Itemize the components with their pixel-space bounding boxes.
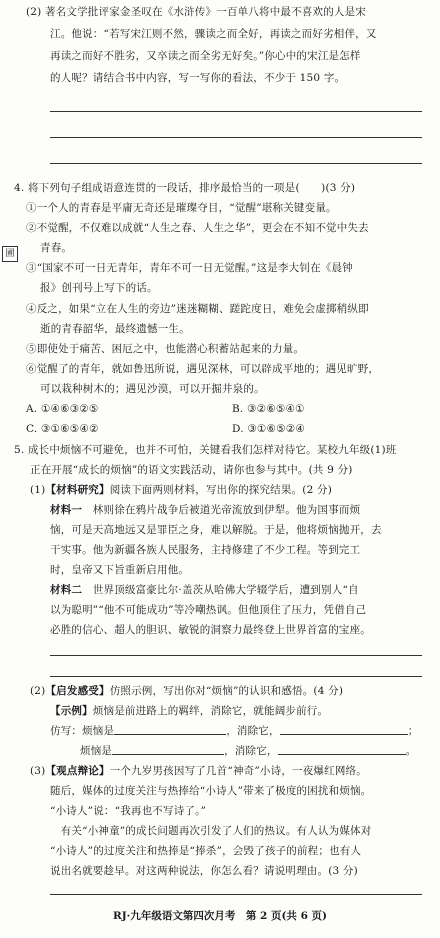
q5-p3-line-6: 说出名就要趁早。对这两种说法，你怎么看？请说明理由。(3 分)	[50, 865, 358, 877]
q5-material-1-line-2: 恼，可是天高地远又是罪臣之身，难以解脱。于是，他将烦恼抛开，去	[50, 524, 382, 536]
q2-line-2: 江。他说：“若写宋江则不然，骤读之而全好，再读之而好劣相伴，又	[50, 28, 377, 40]
q5-p2-example	[50, 704, 328, 718]
q5-p2-example-tag: 【示例】	[50, 705, 93, 717]
binding-mark-icon: 圃	[2, 246, 18, 262]
q5-p1-heading	[30, 483, 332, 497]
q2-line-3: 再读之而好不胜劣，又卒读之而全劣无好矣。”你心中的宋江是怎样	[50, 50, 361, 62]
q5-p3-line-1	[30, 764, 367, 778]
q5-p3-line-3: “小诗人”说：“我再也不写诗了。”	[50, 805, 207, 817]
q5-p3-line-2: 随后，媒体的过度关注与热捧给“小诗人”带来了极度的困扰和烦恼。	[50, 785, 372, 797]
q5-material-1-line-4: 时，皇帝又下旨重新启用他。	[50, 564, 190, 576]
q5-p2-example-text: 烦恼是前进路上的羁绊，消除它，就能阔步前行。	[92, 705, 329, 717]
q5-material-2-line-3: 必胜的信心、超人的胆识、敏锐的洞察力最终登上世界首富的宝座。	[50, 624, 371, 636]
q5-material-2-text-1: 世界顶级富豪比尔·盖茨从哈佛大学辍学后，遭到别人“自	[82, 584, 359, 596]
q5-material-2-line-1	[50, 583, 359, 597]
q5-p2-imit1-blank-1[interactable]	[114, 724, 226, 735]
q4-item-6-cont: 可以栽种树木的；遇见沙漠，可以开掘井泉的。	[40, 383, 265, 395]
q5-p2-rest: 仿照示例，写出你对“烦恼”的认识和感悟。(4 分)	[109, 685, 344, 697]
q5-p2-imit1-mid: ，消除它，	[226, 725, 280, 737]
q5-material-1-text-1: 林则徐在鸦片战争后被道光帝流放到伊犁。他为国事而烦	[82, 504, 361, 516]
q5-material-2-label: 材料二	[50, 584, 83, 596]
q5-material-1-label: 材料一	[50, 504, 83, 516]
q5-p2-imitation-2	[50, 744, 416, 758]
q5-p3-line-4: 有关“小神童”的成长问题再次引发了人们的热议。有人认为媒体对	[50, 825, 372, 837]
q4-item-5: ⑤即使处于痛苦、困厄之中，也能潜心积蓄站起来的力量。	[26, 343, 305, 355]
q5-p2-imit1-blank-2[interactable]	[280, 724, 408, 735]
q2-answer-line-1[interactable]	[50, 111, 422, 112]
q5-p1-rest: 阅读下面两则材料，写出你的探究结果。(2 分)	[109, 484, 332, 496]
q4-item-2: ②不觉醒，不仅难以成就“人生之春、人生之华”，更会在不知不觉中失去	[26, 222, 369, 234]
q4-item-4-cont: 逝的青春韶华，最终遗憾一生。	[40, 323, 190, 335]
q5-p2-imit2-end: 。	[405, 745, 417, 757]
q5-p2-heading	[30, 684, 343, 698]
q5-p2-imitation-1	[50, 724, 418, 738]
q4-option-c[interactable]: C. ③①⑥⑤④②	[26, 423, 99, 435]
q5-p3-line-5: “小诗人”的过度关注和热捧是“捧杀”，会毁了孩子的前程；也有人	[50, 845, 362, 857]
q5-p2-imit1-end: ；	[407, 725, 419, 737]
q4-item-3: ③“国家不可一日无青年，青年不可一日无觉醒。”这是李大钊在《晨钟	[26, 262, 353, 274]
q2-line-4: 的人呢？请结合书中内容，写一写你的看法，不少于 150 字。	[50, 72, 346, 84]
q4-item-1: ①一个人的青春是平庸无奇还是璀璨夺目，“觉醒”堪称关键变量。	[26, 202, 337, 214]
q5-intro-1: 5. 成长中烦恼不可避免，也并不可怕，关键看我们怎样对待它。某校九年级(1)班	[14, 444, 397, 456]
q5-p3-prefix: (3)	[30, 765, 46, 777]
q5-p3-answer-line-1[interactable]	[50, 894, 422, 895]
q5-p2-tag: 【启发感受】	[45, 685, 110, 697]
q2-answer-line-3[interactable]	[50, 163, 422, 164]
q4-option-b[interactable]: B. ③②⑥⑤④①	[232, 403, 305, 415]
q5-p1-answer-line-1[interactable]	[50, 655, 422, 656]
q4-item-3-cont: 报》创刊号上写下的话。	[40, 282, 158, 294]
q4-item-2-cont: 青春。	[40, 242, 73, 254]
q5-p1-answer-line-2[interactable]	[50, 676, 422, 677]
q5-p3-tag: 【观点辩论】	[45, 765, 110, 777]
q5-p2-imit2-mid: ，消除它，	[224, 745, 278, 757]
q5-p2-imit2-blank-1[interactable]	[112, 744, 224, 755]
q5-p2-prefix: (2)	[30, 685, 46, 697]
q5-material-1-line-1	[50, 503, 360, 517]
q2-line-1: (2) 著名文学批评家金圣叹在《水浒传》一百单八将中最不喜欢的人是宋	[26, 6, 367, 18]
q2-answer-line-2[interactable]	[50, 137, 422, 138]
q5-p3-text-1: 一个九岁男孩因写了几首“神奇”小诗，一夜爆红网络。	[109, 765, 367, 777]
q5-p2-imit1-start: 仿写：烦恼是	[50, 725, 115, 737]
q4-item-4: ④反之，如果“立在人生的旁边”迷迷糊糊、蹉跎度日，难免会虚掷稍纵即	[26, 303, 369, 315]
q5-material-2-line-2: 以为聪明”“他不可能成功”等冷嘲热讽。但他顶住了压力，凭借自己	[50, 604, 367, 616]
q5-p2-imit2-blank-2[interactable]	[278, 744, 406, 755]
q4-option-a[interactable]: A. ①④⑥③②⑤	[26, 403, 99, 415]
q5-p1-prefix: (1)	[30, 484, 46, 496]
q5-p1-tag: 【材料研究】	[45, 484, 110, 496]
q4-item-6: ⑥觉醒了的青年，就如鲁迅所说，遇见深林，可以辟成平地的；遇见旷野，	[26, 363, 380, 375]
q5-p2-imit2-start: 烦恼是	[80, 745, 113, 757]
page-footer: RJ·九年级语文第四次月考 第 2 页(共 6 页)	[112, 910, 328, 922]
q4-option-d[interactable]: D. ③①⑥⑤②④	[232, 423, 305, 435]
q5-material-1-line-3: 干实事。他为新疆各族人民服务，主持修建了不少工程。等到完工	[50, 544, 361, 556]
q4-stem: 4. 将下列句子组成语意连贯的一段话，排序最恰当的一项是( )(3 分)	[14, 182, 356, 194]
q5-intro-2: 正在开展“成长的烦恼”的语文实践活动，请你也参与其中。(共 9 分)	[30, 464, 353, 476]
